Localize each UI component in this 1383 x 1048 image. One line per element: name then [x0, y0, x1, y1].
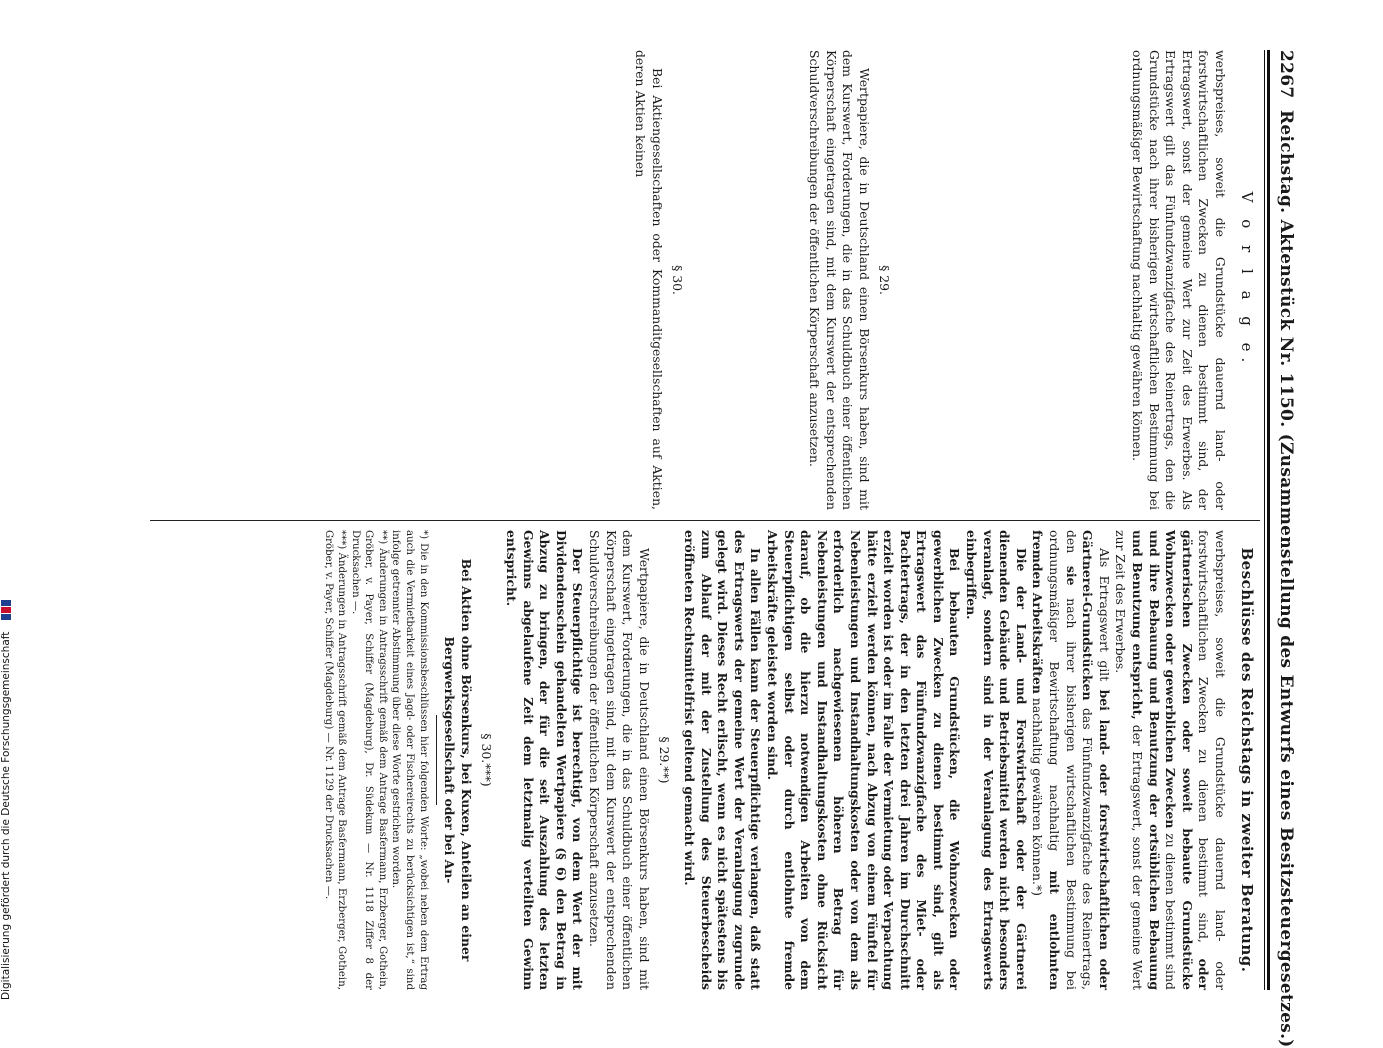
amended-text: mit entlohnten fremden Arbeitskräften — [1030, 530, 1063, 990]
amended-text: sie — [1063, 565, 1079, 586]
left-column-heading: V o r l a g e. — [1238, 191, 1256, 369]
right-paragraph-2 — [1029, 530, 1112, 990]
footnote-2: **) Änderungen in Antragsschrift gemäß dem Antrage Basfermann, Erzberger, Gothein, Gröber, v. Payer, Schiffer (Magdeburg), Dr. Südekum — Nr. 1118 Ziffer 8 der Drucksachen —. — [349, 530, 388, 990]
text-run: der Ertragswert, sonst der gemeine Wert zur Zeit des Erwerbes. — [1113, 530, 1146, 990]
digitization-credit — [0, 0, 16, 1000]
right-paragraph-3: Die der Land- und Forstwirtschaft oder der Gärtnerei dienenden Gebäude und Betriebsmittel werden nicht besonders veranlagt, sondern sind in der Veranlagung des Ertragswerts einbegriffen. — [964, 530, 1029, 990]
right-section-29-text: Wertpapiere, die in Deutschland einen Börsenkurs haben, sind mit dem Kurswert, Forderungen, die in das Schuldbuch einer öffentlichen Körperschaft eingetragen sind, mit dem Kurswert der entsprechenden Schuldverschreibungen der öffentlichen Körperschaft anzusetzen. — [587, 530, 652, 990]
amended-text: oder gärtnerischen Zwecken oder soweit bebaute Grundstücke Wohnzwecken oder gewerblichen Zwecken — [1163, 530, 1212, 990]
column-divider — [150, 520, 1260, 521]
left-paragraph: werbspreises, soweit die Grundstücke dauernd land- oder forstwirtschaftlichen Zwecken zu dienen bestimmt sind, der Ertragswert, sonst der gemeine Wert zur Zeit des Erwerbes. Als Ertragswert gilt das Fünfundzwanzigfache des Reinertrags, den die Grundstücke nach ihrer bisherigen wirtschaftlichen Bestimmung bei ordnungsmäßiger Bewirtschaftung nachhaltig gewähren können. — [1130, 50, 1228, 510]
right-section-30-label: § 30.***) — [479, 733, 495, 787]
right-paragraph-5: In allen Fällen kann der Steuerpflichtige verlangen, daß statt des Ertragswerts der gemeine Wert der Veranlagung zugrunde gelegt wird. Dieses Recht erlischt, wenn es nicht spätestens bis zum Ablauf der mit der Zustellung des Steuerbescheids eröffneten Rechtsmittelfrist geltend gemacht wird. — [682, 530, 764, 990]
logo-block — [1, 600, 11, 606]
left-column — [632, 50, 1228, 510]
right-column-heading: Beschlüsse des Reichstags in zweiter Beratung. — [1238, 547, 1256, 973]
left-section-29-text: Wertpapiere, die in Deutschland einen Börsenkurs haben, sind mit dem Kurswert, Forderungen, die in das Schuldbuch einer öffentlichen Körperschaft eingetragen sind, mit dem Kurswert der entsprechenden Schuldverschreibungen der öffentlichen Körperschaft anzusetzen. — [807, 50, 872, 510]
logo-block — [1, 607, 11, 613]
text-run: nach ihrer bisherigen wirtschaftlichen Bestimmung bei ordnungsmäßiger Bewirtschaftung nachhaltig — [1047, 530, 1079, 990]
left-section-30-text: Bei Aktiengesellschaften oder Kommanditgesellschaften auf Aktien, deren Aktien keinen — [633, 50, 665, 510]
dfg-logo-icon — [0, 598, 12, 620]
document-title: Reichstag. Aktenstück Nr. 1150. (Zusammenstellung des Entwurfs eines Besitzsteuergesetzes.) — [1276, 110, 1296, 1048]
footnote-rule — [436, 715, 437, 805]
left-section-29-label: § 29. — [877, 265, 893, 295]
footnote-3: ***) Änderungen in Antragsschrift gemäß dem Antrage Basfermann, Erzberger, Gothein, Gröber, v. Payer, Schiffer (Magdeburg) — Nr. 1129 der Drucksachen —. — [322, 530, 348, 990]
right-column — [321, 530, 1228, 990]
footnote-1: *) Die in den Kommissionsbeschlüssen hier folgenden Worte: „wobei neben dem Ertrag auch die Vermietbarkeit eines Jagd- oder Fischereirechts zu berücksichtigen ist,“ sind infolge getrennter Abstimmung über diese Worte gestrichen worden. — [390, 530, 429, 990]
text-run: Als Ertragswert gilt — [1096, 548, 1112, 682]
footnotes — [321, 530, 430, 990]
page-header — [1274, 50, 1296, 1048]
rotated-document-page — [140, 50, 1300, 1048]
right-section-30-text: Bei Aktien ohne Börsenkurs, bei Kuxen, Anteilen an einer Bergwerksgesellschaft oder bei An- — [442, 558, 474, 962]
right-paragraph-4: Bei bebauten Grundstücken, die Wohnzwecken oder gewerblichen Zwecken zu dienen bestimmt sind, gilt als Ertragswert das Fünfundzwanzigfache des Miet- oder Pachtertrags, der in den letzten drei Jahren im Durchschnitt erzielt worden ist oder im Falle der Vermietung oder Verpachtung hätte erzielt werden können, nach Abzug von einem Fünftel für Nebenleistungen und Instandhaltungskosten oder von dem als erforderlich nachgewiesenen höheren Betrag für Nebenleistungen und Instandhaltungskosten ohne Rücksicht darauf, ob die hierzu notwendigen Arbeiten von dem Steuerpflichtigen selbst oder durch entlohnte fremde Arbeitskräfte geleistet worden sind. — [764, 530, 963, 990]
right-section-29-para2: Der Steuerpflichtige ist berechtigt, von dem Wert der mit Dividendenschein gehandelten Wertpapiere (§ 6) den Betrag in Abzug zu bringen, der für die seit Auszahlung des letzten Gewinns abgelaufene Zeit dem letztmalig verteilten Gewinn entspricht. — [504, 530, 586, 990]
text-run: das Fünfundzwanzigfache des Reinertrags, den — [1063, 530, 1096, 990]
right-paragraph-1 — [1112, 530, 1228, 990]
logo-block — [1, 614, 11, 620]
text-run: werbspreises, soweit die Grundstücke dauernd land- oder forstwirtschaftlichen Zwecken zu dienen bestimmt sind, — [1196, 530, 1228, 990]
text-run: nachhaltig gewähren können.*) — [1030, 697, 1046, 896]
header-rule-thin — [1264, 50, 1265, 990]
amended-text: bei land- oder forstwirtschaftlichen oder Gärtnerei-Grundstücken — [1080, 530, 1112, 990]
header-rule-thick — [1267, 50, 1270, 990]
text-run: zu dienen bestimmt sind — [1163, 833, 1179, 990]
right-section-29-label: § 29.**) — [657, 736, 673, 784]
credit-text: Digitalisierung gefördert durch die Deutsche Forschungsgemeinschaft — [0, 631, 12, 1000]
page-number: 2267 — [1276, 50, 1296, 99]
left-section-30-label: § 30. — [670, 265, 686, 295]
amended-text: und ihre Bebauung und Benutzung der ortsüblichen Bebauung und Benutzung entspricht, — [1130, 530, 1162, 990]
